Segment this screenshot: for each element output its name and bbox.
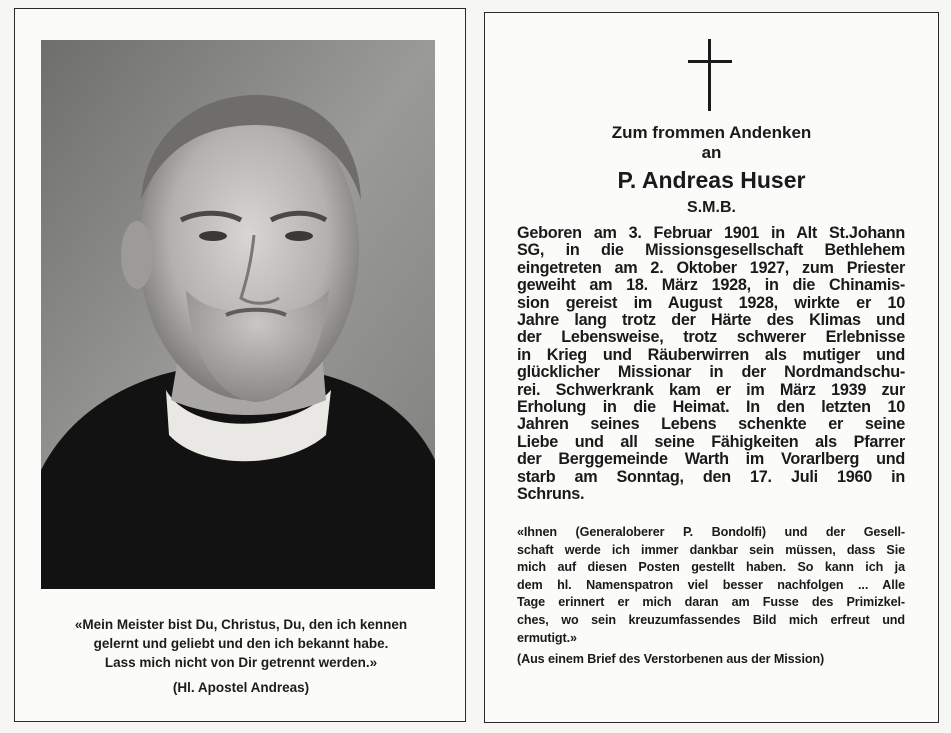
memorial-heading: Zum frommen Andenken xyxy=(611,123,812,142)
bio-line: Geboren am 3. Februar 1901 in Alt St.Johann xyxy=(517,224,905,242)
bio-line: geweiht am 18. März 1928, in die Chinamis- xyxy=(517,276,905,295)
order-abbreviation: S.M.B. xyxy=(687,199,736,216)
letter-line: schaft werde ich immer dankbar sein müssen, dass Sie xyxy=(517,542,905,557)
scripture-quote xyxy=(25,615,457,697)
bio-line: Schruns. xyxy=(517,485,585,504)
bio-line: rei. Schwerkrank kam er im März 1939 zur xyxy=(517,380,905,399)
quote-attribution: (Hl. Apostel Andreas) xyxy=(172,680,310,695)
portrait-illustration xyxy=(41,40,435,589)
cross-icon xyxy=(688,39,732,111)
memorial-heading-an: an xyxy=(701,143,722,162)
bio-line: SG, in die Missionsgesellschaft Bethlehem xyxy=(517,241,905,260)
bio-line: sion gereist im August 1928, wirkte er 10 xyxy=(517,293,905,312)
left-card xyxy=(14,8,466,722)
letter-line: «Ihnen (Generaloberer P. Bondolfi) und der Gesell- xyxy=(517,525,905,539)
letter-line: dem hl. Namenspatron viel besser nachfolgen ... Alle xyxy=(517,577,905,592)
bio-line: der Lebensweise, trotz schwerer Erlebnisse xyxy=(517,328,905,347)
letter-line: ches, wo sein kreuzumfassendes Bild mich erfreut und xyxy=(517,612,905,627)
bio-line: eingetreten am 2. Oktober 1927, zum Priester xyxy=(517,258,905,277)
bio-line: der Berggemeinde Warth im Vorarlberg und xyxy=(517,450,905,469)
portrait-photo xyxy=(41,40,435,589)
bio-line: Jahren seines Lebens schenkte er seine xyxy=(517,415,905,434)
letter-line: ermutigt.» xyxy=(517,630,577,645)
letter-excerpt xyxy=(517,524,905,669)
letter-line: Tage erinnert er mich daran am Fusse des Primizkel- xyxy=(517,595,905,610)
bio-line: Jahre lang trotz der Härte des Klimas und xyxy=(517,311,905,330)
letter-source: (Aus einem Brief des Verstorbenen aus der Mission) xyxy=(517,652,825,667)
right-card xyxy=(484,12,939,723)
quote-line: Lass mich nicht von Dir getrennt werden.» xyxy=(104,655,378,670)
bio-line: Erholung in die Heimat. In den letzten 10 xyxy=(517,398,905,417)
bio-line: starb am Sonntag, den 17. Juli 1960 in xyxy=(517,467,905,486)
deceased-name: P. Andreas Huser xyxy=(617,167,806,193)
bio-line: Liebe und all seine Fähigkeiten als Pfarrer xyxy=(517,432,905,451)
quote-line: gelernt und geliebt und den ich bekannt habe. xyxy=(93,636,389,651)
bio-line: glücklicher Missionar in der Nordmandschu- xyxy=(517,363,905,382)
biography xyxy=(517,225,905,504)
bio-line: in Krieg und Räuberwirren als mutiger und xyxy=(517,345,905,364)
quote-line: «Mein Meister bist Du, Christus, Du, den ich kennen xyxy=(74,617,408,632)
letter-line: mich auf diesen Posten gestellt haben. So kann ich ja xyxy=(517,560,905,575)
